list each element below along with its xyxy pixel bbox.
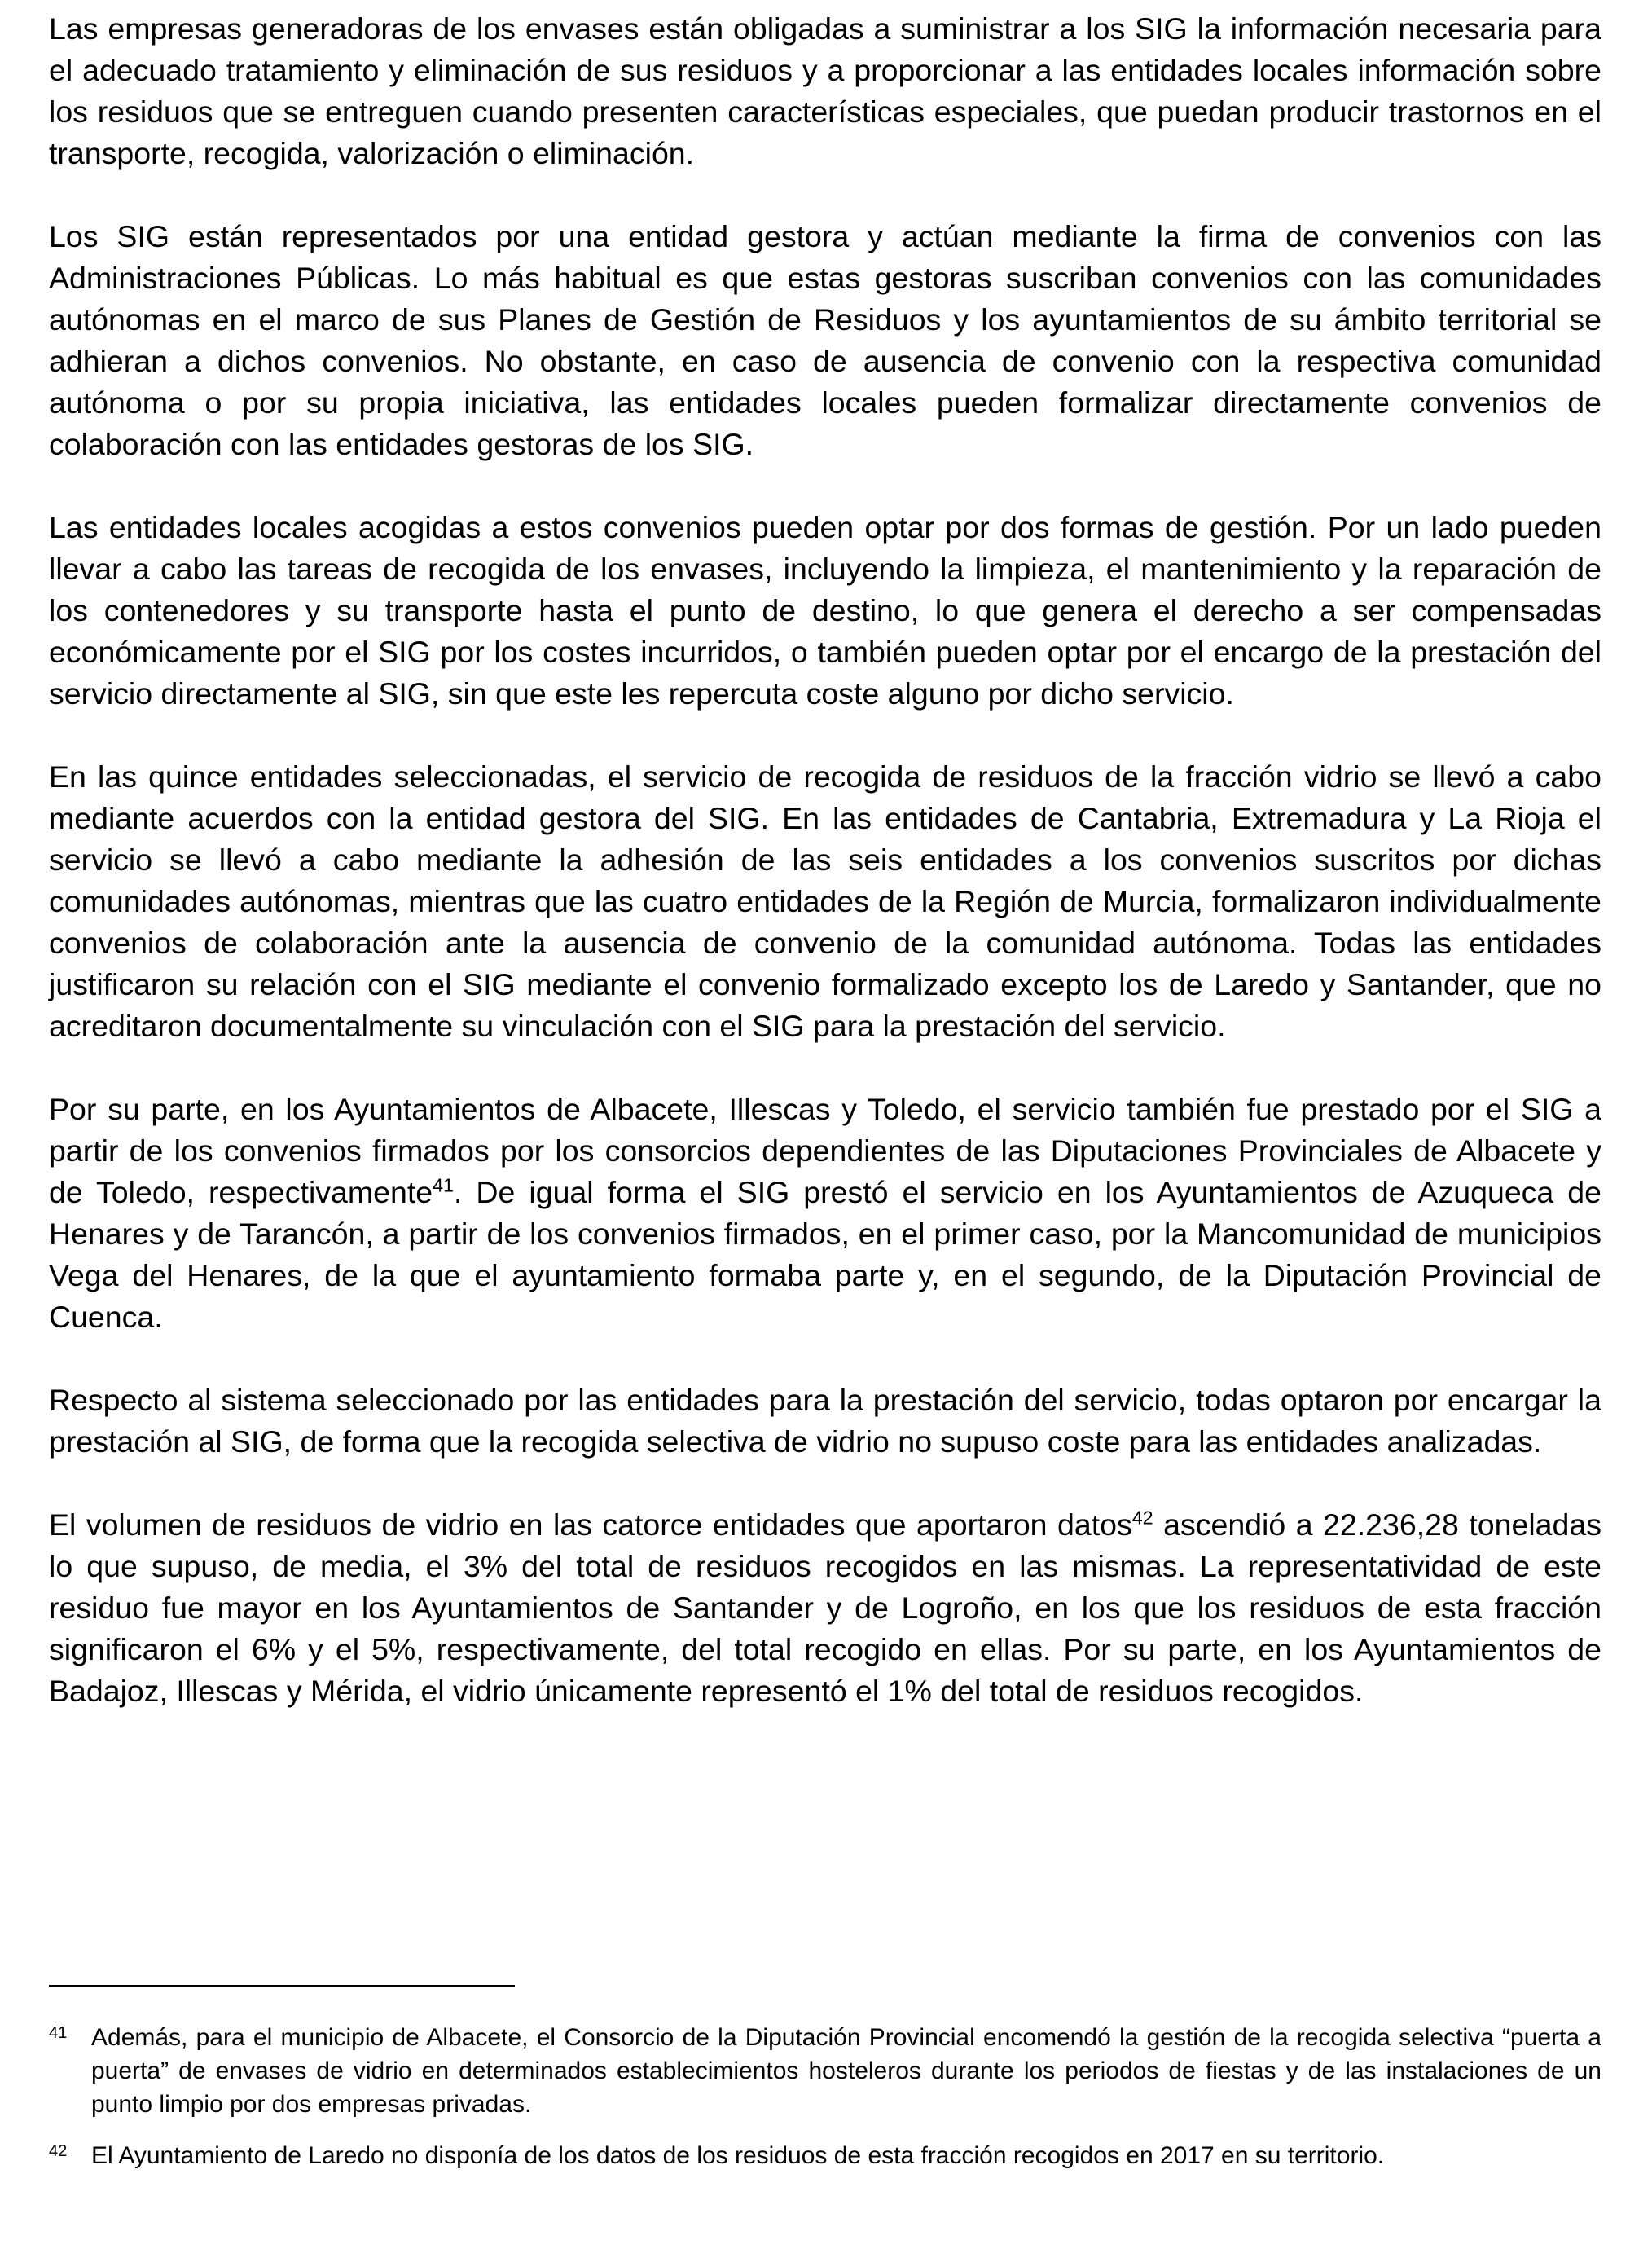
paragraph-formas-gestion: Las entidades locales acogidas a estos convenios pueden optar por dos formas de gestión. Por un lado pueden llevar a cabo las tareas de recogida de los envases, incluyendo la limpieza, el mantenimiento y la reparación de los contenedores y su transporte hasta el punto de destino, lo que genera el derecho a ser compensadas económicamente por el SIG por los costes incurridos, o también pueden optar por el encargo de la prestación del servicio directamente al SIG, sin que este les repercuta coste alguno por dicho servicio.: [49, 510, 1601, 711]
footnotes: [49, 2021, 1601, 2190]
paragraph-text-part: ascendió a 22.236,28 toneladas lo que supuso, de media, el 3% del total de residuos recogidos en las mismas. La representatividad de este residuo fue mayor en los Ayuntamientos de Santander y de Logroño, en los que los residuos de esta fracción significaron el 6% y el 5%, respectivamente, del total recogido en ellas. Por su parte, en los Ayuntamientos de Badajoz, Illescas y Mérida, el vidrio únicamente representó el 1% del total de residuos recogidos.: [49, 1507, 1601, 1708]
paragraph-text-part: . De igual forma el SIG prestó el servicio en los Ayuntamientos de Azuqueca de Henares y de Tarancón, a partir de los convenios firmados, en el primer caso, por la Mancomunidad de municipios Vega del Henares, de la que el ayuntamiento formaba parte y, en el segundo, de la Diputación Provincial de Cuenca.: [49, 1175, 1601, 1334]
paragraph-ayuntamientos-albacete: [49, 1089, 1601, 1338]
footnote-text: El Ayuntamiento de Laredo no disponía de los datos de los residuos de esta fracción recogidos en 2017 en su territorio.: [91, 2142, 1385, 2169]
paragraph-text-part: El volumen de residuos de vidrio en las catorce entidades que aportaron datos: [49, 1507, 1132, 1542]
paragraph-text-part: Por su parte, en los Ayuntamientos de Albacete, Illescas y Toledo, el servicio también fue prestado por el SIG a partir de los convenios firmados por los consorcios dependientes de las Diputaciones Provinciales de Albacete y de Toledo, respectivamente: [49, 1092, 1601, 1209]
footnote-ref-41[interactable]: 41: [433, 1174, 454, 1196]
paragraph-entidades-seleccionadas: En las quince entidades seleccionadas, el servicio de recogida de residuos de la fracción vidrio se llevó a cabo mediante acuerdos con la entidad gestora del SIG. En las entidades de Cantabria, Extremadura y La Rioja el servicio se llevó a cabo mediante la adhesión de las seis entidades a los convenios suscritos por dichas comunidades autónomas, mientras que las cuatro entidades de la Región de Murcia, formalizaron individualmente convenios de colaboración ante la ausencia de convenio de la comunidad autónoma. Todas las entidades justificaron su relación con el SIG mediante el convenio formalizado excepto los de Laredo y Santander, que no acreditaron documentalmente su vinculación con el SIG para la prestación del servicio.: [49, 759, 1601, 1043]
document-body: [49, 8, 1601, 1754]
footnote-ref-42[interactable]: 42: [1131, 1507, 1153, 1529]
paragraph-volumen-vidrio: [49, 1504, 1601, 1712]
footnote-41: [49, 2021, 1601, 2121]
footnote-text: Además, para el municipio de Albacete, el Consorcio de la Diputación Provincial encomendó la gestión de la recogida selectiva “puerta a puerta” de envases de vidrio en determinados establecimientos hosteleros durante los periodos de fiestas y de las instalaciones de un punto limpio por dos empresas privadas.: [91, 2024, 1601, 2118]
footnote-42: [49, 2139, 1601, 2172]
footnote-number: 42: [49, 2142, 68, 2160]
footnote-number: 41: [49, 2024, 68, 2042]
paragraph-sistema-seleccionado: Respecto al sistema seleccionado por las entidades para la prestación del servicio, todas optaron por encargar la prestación al SIG, de forma que la recogida selectiva de vidrio no supuso coste para las entidades analizadas.: [49, 1383, 1601, 1459]
paragraph-sig-convenios: Los SIG están representados por una entidad gestora y actúan mediante la firma de convenios con las Administraciones Públicas. Lo más habitual es que estas gestoras suscriban convenios con las comunidades autónomas en el marco de sus Planes de Gestión de Residuos y los ayuntamientos de su ámbito territorial se adhieran a dichos convenios. No obstante, en caso de ausencia de convenio con la respectiva comunidad autónoma o por su propia iniciativa, las entidades locales pueden formalizar directamente convenios de colaboración con las entidades gestoras de los SIG.: [49, 219, 1601, 461]
paragraph-envases-obligaciones: Las empresas generadoras de los envases están obligadas a suministrar a los SIG la información necesaria para el adecuado tratamiento y eliminación de sus residuos y a proporcionar a las entidades locales información sobre los residuos que se entreguen cuando presenten características especiales, que puedan producir trastornos en el transporte, recogida, valorización o eliminación.: [49, 11, 1601, 170]
footnote-separator: [49, 1985, 515, 1987]
